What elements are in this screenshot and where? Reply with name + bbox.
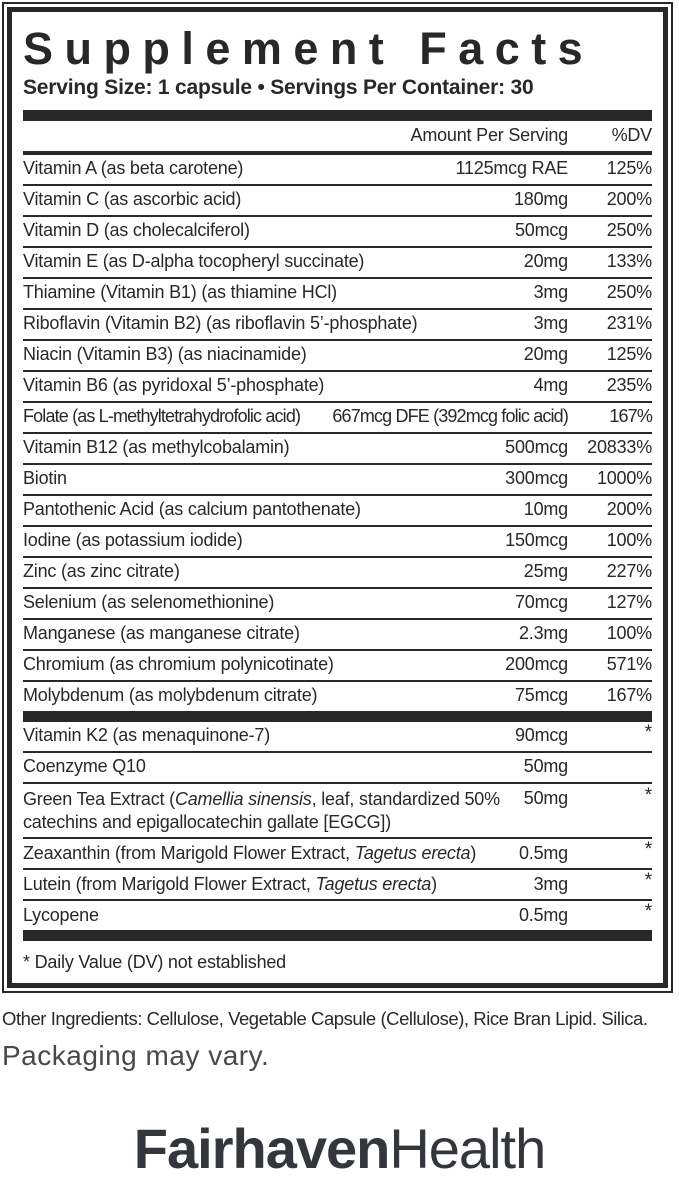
amount-per-serving-value: 4mg bbox=[533, 375, 568, 396]
percent-dv-value: 250% bbox=[606, 220, 652, 241]
ingredient-name: Lutein (from Marigold Flower Extract, Tagetus erecta) bbox=[23, 873, 437, 894]
percent-dv-value: 167% bbox=[606, 685, 652, 706]
ingredient-name: Green Tea Extract (Camellia sinensis, leaf, standardized 50% catechins and epigallocatechin gallate [EGCG]) bbox=[23, 788, 500, 832]
amount-per-serving-value: 2.3mg bbox=[518, 623, 568, 644]
ingredient-name: Zeaxanthin (from Marigold Flower Extract, Tagetus erecta) bbox=[23, 842, 477, 863]
ingredient-name: Vitamin A (as beta carotene) bbox=[23, 158, 244, 179]
percent-dv-value: * bbox=[644, 870, 652, 892]
panel-title: Supplement Facts bbox=[23, 23, 595, 74]
ingredient-name: Riboflavin (Vitamin B2) (as riboflavin 5’-phosphate) bbox=[23, 313, 418, 334]
ingredient-name: Lycopene bbox=[23, 904, 99, 925]
amount-per-serving-value: 200mcg bbox=[505, 654, 568, 675]
percent-dv-value: * bbox=[644, 901, 652, 923]
table-row bbox=[23, 722, 652, 753]
percent-dv-value: * bbox=[644, 721, 652, 743]
table-row bbox=[23, 784, 652, 840]
amount-per-serving-value: 0.5mg bbox=[518, 904, 568, 925]
table-row bbox=[23, 465, 652, 496]
ingredient-name: Vitamin B6 (as pyridoxal 5’-phosphate) bbox=[23, 375, 325, 396]
amount-per-serving-value: 25mg bbox=[523, 561, 568, 582]
amount-per-serving-value: 150mcg bbox=[505, 530, 568, 551]
amount-per-serving-value: 90mcg bbox=[514, 725, 568, 746]
nutrients-section bbox=[23, 155, 652, 711]
percent-dv-value: 100% bbox=[606, 530, 652, 551]
percent-dv-value: 167% bbox=[609, 406, 652, 427]
table-row bbox=[23, 310, 652, 341]
table-row bbox=[23, 682, 652, 711]
percent-dv-value: 200% bbox=[606, 189, 652, 210]
other-actives-section bbox=[23, 722, 652, 931]
table-row bbox=[23, 527, 652, 558]
table-row bbox=[23, 589, 652, 620]
ingredient-name: Niacin (Vitamin B3) (as niacinamide) bbox=[23, 344, 307, 365]
ingredient-name: Vitamin D (as cholecalciferol) bbox=[23, 220, 250, 241]
table-row bbox=[23, 901, 652, 930]
amount-per-serving-value: 500mcg bbox=[505, 437, 568, 458]
amount-per-serving-value: 70mcg bbox=[514, 592, 568, 613]
ingredient-name: Vitamin E (as D-alpha tocopheryl succinate) bbox=[23, 251, 365, 272]
amount-per-serving-value: 300mcg bbox=[505, 468, 568, 489]
amount-per-serving-value: 3mg bbox=[533, 313, 568, 334]
percent-dv-value: * bbox=[644, 784, 652, 806]
percent-dv-value: 1000% bbox=[596, 468, 652, 489]
amount-per-serving-value: 180mg bbox=[513, 189, 568, 210]
table-row bbox=[23, 496, 652, 527]
amount-per-serving-header: Amount Per Serving bbox=[410, 125, 568, 145]
percent-dv-value: 571% bbox=[606, 654, 652, 675]
ingredient-name: Folate (as L-methyltetrahydrofolic acid) bbox=[23, 406, 301, 427]
brand-name-light: Health bbox=[389, 1117, 546, 1180]
amount-per-serving-value: 50mg bbox=[523, 756, 568, 777]
amount-per-serving-value: 50mg bbox=[523, 787, 568, 808]
amount-per-serving-value: 0.5mg bbox=[518, 842, 568, 863]
section-divider-bar bbox=[23, 110, 652, 121]
amount-per-serving-value: 10mg bbox=[523, 499, 568, 520]
daily-value-footnote: * Daily Value (DV) not established bbox=[23, 952, 286, 973]
ingredient-name: Molybdenum (as molybdenum citrate) bbox=[23, 685, 318, 706]
table-row bbox=[23, 620, 652, 651]
amount-per-serving-value: 667mcg DFE (392mcg folic acid) bbox=[332, 406, 568, 427]
amount-per-serving-value: 20mg bbox=[523, 344, 568, 365]
brand-name-bold: Fairhaven bbox=[133, 1117, 390, 1180]
section-divider-bar bbox=[23, 711, 652, 722]
ingredient-name: Biotin bbox=[23, 468, 67, 489]
percent-dv-value: 127% bbox=[606, 592, 652, 613]
table-row bbox=[23, 372, 652, 403]
percent-dv-value: 133% bbox=[606, 251, 652, 272]
percent-dv-value: 125% bbox=[606, 344, 652, 365]
table-row bbox=[23, 403, 652, 434]
percent-dv-value: 227% bbox=[606, 561, 652, 582]
table-row bbox=[23, 753, 652, 784]
amount-per-serving-value: 3mg bbox=[533, 282, 568, 303]
amount-per-serving-value: 3mg bbox=[533, 873, 568, 894]
amount-per-serving-value: 1125mcg RAE bbox=[455, 158, 568, 179]
table-row bbox=[23, 248, 652, 279]
ingredient-name: Iodine (as potassium iodide) bbox=[23, 530, 243, 551]
supplement-facts-inner-box bbox=[7, 7, 668, 988]
percent-dv-value: 250% bbox=[606, 282, 652, 303]
table-column-header bbox=[23, 121, 652, 155]
ingredient-name: Zinc (as zinc citrate) bbox=[23, 561, 180, 582]
other-ingredients-text: Other Ingredients: Cellulose, Vegetable Capsule (Cellulose), Rice Bran Lipid. Silica. bbox=[2, 1008, 648, 1029]
ingredient-name: Selenium (as selenomethionine) bbox=[23, 592, 275, 613]
serving-size-line: Serving Size: 1 capsule • Servings Per Container: 30 bbox=[23, 76, 534, 100]
percent-dv-header: %DV bbox=[611, 125, 652, 145]
packaging-note: Packaging may vary. bbox=[2, 1040, 270, 1071]
percent-dv-value: * bbox=[644, 839, 652, 861]
ingredient-name: Coenzyme Q10 bbox=[23, 756, 146, 777]
amount-per-serving-value: 50mcg bbox=[514, 220, 568, 241]
ingredient-name: Vitamin B12 (as methylcobalamin) bbox=[23, 437, 290, 458]
amount-per-serving-value: 20mg bbox=[523, 251, 568, 272]
percent-dv-value: 231% bbox=[606, 313, 652, 334]
ingredient-name: Thiamine (Vitamin B1) (as thiamine HCl) bbox=[23, 282, 337, 303]
section-divider-bar bbox=[23, 930, 652, 941]
table-row bbox=[23, 651, 652, 682]
percent-dv-value: 235% bbox=[606, 375, 652, 396]
ingredient-name: Vitamin C (as ascorbic acid) bbox=[23, 189, 242, 210]
percent-dv-value: 20833% bbox=[587, 437, 652, 458]
table-row bbox=[23, 341, 652, 372]
table-row bbox=[23, 155, 652, 186]
supplement-facts-panel bbox=[2, 2, 673, 993]
table-row bbox=[23, 217, 652, 248]
percent-dv-value: 125% bbox=[606, 158, 652, 179]
table-row bbox=[23, 558, 652, 589]
brand-logo bbox=[0, 1116, 679, 1181]
ingredient-name: Vitamin K2 (as menaquinone-7) bbox=[23, 725, 271, 746]
percent-dv-value: 100% bbox=[606, 623, 652, 644]
ingredient-name: Pantothenic Acid (as calcium pantothenate) bbox=[23, 499, 361, 520]
amount-per-serving-value: 75mcg bbox=[514, 685, 568, 706]
table-row bbox=[23, 870, 652, 901]
table-row bbox=[23, 186, 652, 217]
percent-dv-value: 200% bbox=[606, 499, 652, 520]
table-row bbox=[23, 839, 652, 870]
ingredient-name: Chromium (as chromium polynicotinate) bbox=[23, 654, 334, 675]
table-row bbox=[23, 434, 652, 465]
ingredient-name: Manganese (as manganese citrate) bbox=[23, 623, 300, 644]
table-row bbox=[23, 279, 652, 310]
